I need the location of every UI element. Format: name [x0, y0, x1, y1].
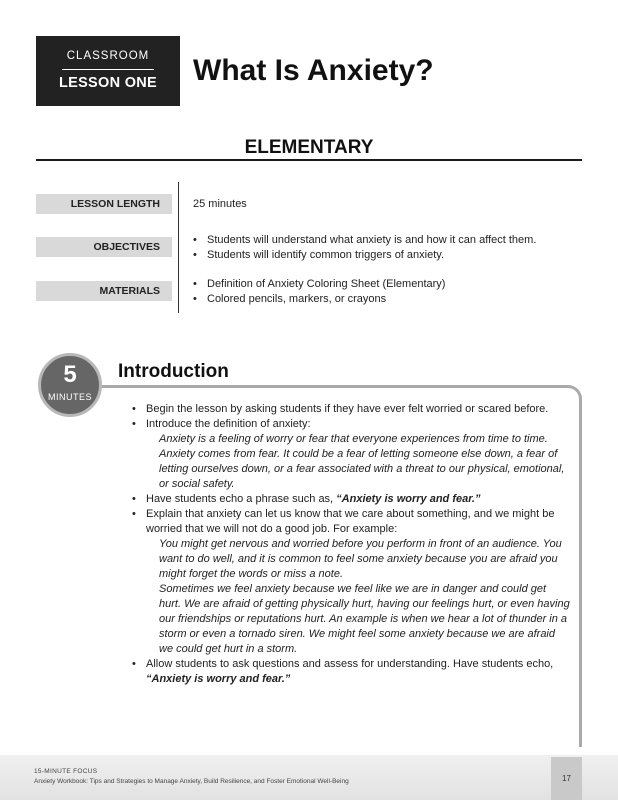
introduction-title: Introduction	[118, 361, 229, 382]
page-number-box	[551, 757, 582, 800]
echo-phrase: “Anxiety is worry and fear.”	[336, 493, 481, 505]
badge-divider	[62, 69, 154, 70]
definition-quote: Anxiety is a feeling of worry or fear that everyone experiences from time to time. Anxiety comes from fear. It could be a fear of letting someone else down, a fear of letting ourselves down, or a fear associated with a threat to our physical, emotional, or social safety.	[159, 433, 565, 490]
objectives-list	[193, 233, 536, 263]
footer-book-title: Anxiety Workbook: Tips and Strategies to Manage Anxiety, Build Resilience, and Foster Emotional Well-Being	[34, 778, 349, 785]
minutes-badge	[38, 353, 102, 417]
lesson-length-value: 25 minutes	[193, 198, 247, 210]
page-title: What Is Anxiety?	[193, 54, 434, 87]
material-item: • Colored pencils, markers, or crayons	[193, 292, 445, 307]
example-quote: Sometimes we feel anxiety because we feel like we are in danger and could get hurt. We are afraid of getting physically hurt, having our feelings hurt, or even having our friendships or reputations hurt. An example is when we hear a lot of thunder in a storm or even a tornado siren. We might feel some anxiety because we are afraid we could get hurt in a storm.	[159, 583, 570, 655]
list-item: • Begin the lesson by asking students if they have ever felt worried or scared before.	[130, 402, 570, 417]
heading-rule	[36, 159, 582, 161]
objective-item: • Students will understand what anxiety is and how it can affect them.	[193, 233, 536, 248]
list-item: • Explain that anxiety can let us know that we care about something, and we might be worried that we will not do a good job. For example:	[130, 507, 570, 537]
info-divider	[178, 182, 179, 313]
level-heading: ELEMENTARY	[244, 137, 374, 158]
badge-title: LESSON ONE	[58, 75, 158, 91]
page-number: 17	[562, 774, 571, 783]
materials-label: MATERIALS	[36, 281, 172, 301]
material-item: • Definition of Anxiety Coloring Sheet (Elementary)	[193, 277, 445, 292]
list-item	[130, 657, 570, 687]
introduction-body	[130, 402, 570, 687]
minutes-number: 5	[63, 361, 77, 388]
list-item	[130, 492, 570, 507]
list-item-text: Allow students to ask questions and assess for understanding. Have students echo,	[146, 658, 554, 670]
materials-list	[193, 277, 445, 307]
badge-kicker: CLASSROOM	[66, 50, 150, 62]
lesson-badge	[36, 36, 180, 106]
objective-item: • Students will identify common triggers of anxiety.	[193, 248, 536, 263]
lesson-length-label: LESSON LENGTH	[36, 194, 172, 214]
objectives-label: OBJECTIVES	[36, 237, 172, 257]
list-item: • Introduce the definition of anxiety:	[130, 417, 570, 432]
footer-series: 15-MINUTE FOCUS	[34, 768, 98, 775]
example-quote: You might get nervous and worried before you perform in front of an audience. You want to do well, and it is common to feel some anxiety because you are afraid you might forget the words or miss a note.	[159, 538, 562, 580]
minutes-label: MINUTES	[48, 392, 92, 402]
list-item-text: Have students echo a phrase such as,	[146, 493, 337, 505]
echo-phrase: “Anxiety is worry and fear.”	[146, 673, 291, 685]
